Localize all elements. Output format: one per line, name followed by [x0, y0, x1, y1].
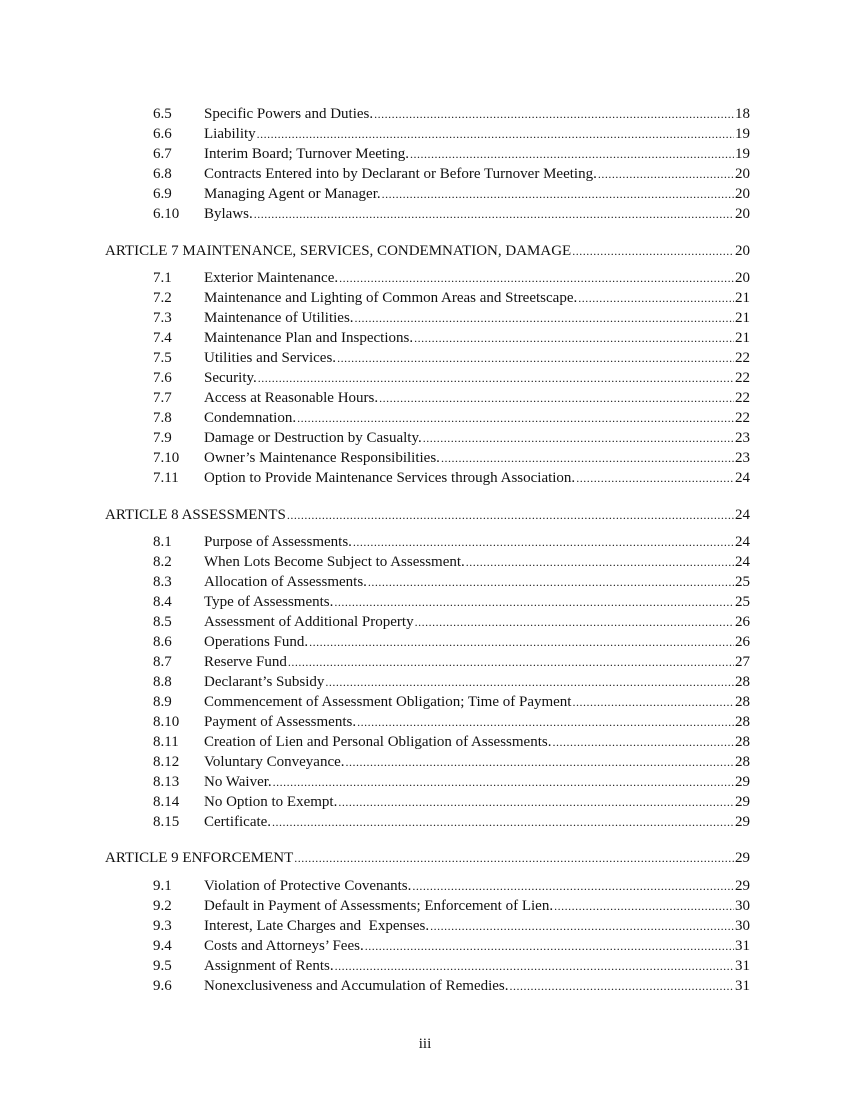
toc-page-number: 28 [735, 734, 750, 750]
toc-dot-leader [346, 752, 734, 772]
toc-page-number: 29 [735, 774, 750, 790]
toc-section-title: Type of Assessments. [204, 594, 334, 610]
toc-section-number: 8.7 [153, 654, 172, 670]
toc-section-title: Access at Reasonable Hours. [204, 390, 379, 406]
toc-section-title: Reserve Fund [204, 654, 287, 670]
toc-section-title: Violation of Protective Covenants. [204, 878, 412, 894]
toc-page-number: 28 [735, 674, 750, 690]
toc-page-number: 20 [735, 206, 750, 222]
toc-entry-6-7 [153, 144, 750, 164]
toc-section-title: Allocation of Assessments. [204, 574, 367, 590]
toc-section-number: 6.6 [153, 126, 172, 142]
toc-dot-leader [578, 288, 734, 308]
toc-dot-leader [353, 532, 734, 552]
toc-section-number: 8.4 [153, 594, 172, 610]
toc-entry-7-2 [153, 288, 750, 308]
toc-section-number: 7.9 [153, 430, 172, 446]
toc-section-number: 6.5 [153, 106, 172, 122]
toc-section-title: Commencement of Assessment Obligation; Time of Payment [204, 694, 572, 710]
toc-section-title: Option to Provide Maintenance Services through Association. [204, 470, 576, 486]
toc-section-title: Operations Fund. [204, 634, 309, 650]
toc-page-number: 25 [735, 594, 750, 610]
toc-page-number: 22 [735, 410, 750, 426]
toc-section-number: 9.4 [153, 938, 172, 954]
toc-section-number: 8.11 [153, 734, 179, 750]
toc-entry-9-2 [153, 896, 750, 916]
toc-dot-leader [338, 792, 734, 812]
toc-section-title: Bylaws. [204, 206, 253, 222]
toc-page-number: 30 [735, 898, 750, 914]
toc-page-number: 24 [735, 507, 750, 523]
toc-section-title: Owner’s Maintenance Responsibilities. [204, 450, 440, 466]
toc-section-number: 7.10 [153, 450, 180, 466]
toc-dot-leader [254, 204, 734, 224]
toc-page-number: 26 [735, 614, 750, 630]
toc-entry-9-3 [153, 916, 750, 936]
toc-section-number: 9.1 [153, 878, 172, 894]
toc-section-title: Purpose of Assessments. [204, 534, 352, 550]
toc-section-number: 7.3 [153, 310, 172, 326]
toc-entry-7-4 [153, 328, 750, 348]
toc-page-number: 24 [735, 534, 750, 550]
toc-page-number: 25 [735, 574, 750, 590]
toc-entry-8-4 [153, 592, 750, 612]
toc-entry-8-13 [153, 772, 750, 792]
page-number-footer: iii [418, 1036, 432, 1052]
toc-section-title: Creation of Lien and Personal Obligation of Assessments. [204, 734, 552, 750]
toc-dot-leader [297, 408, 734, 428]
toc-page-number: 20 [735, 166, 750, 182]
toc-page-number: 28 [735, 694, 750, 710]
toc-article-title: ARTICLE 8 ASSESSMENTS [105, 507, 286, 523]
toc-dot-leader [335, 956, 734, 976]
toc-dot-leader [441, 448, 734, 468]
toc-section-number: 7.4 [153, 330, 172, 346]
toc-dot-leader [423, 428, 734, 448]
toc-entry-7-10 [153, 448, 750, 468]
toc-section-title: Security. [204, 370, 257, 386]
toc-page-number: 23 [735, 430, 750, 446]
toc-section-number: 9.2 [153, 898, 172, 914]
toc-dot-leader [257, 124, 734, 144]
toc-page-number: 18 [735, 106, 750, 122]
toc-entry-8-1 [153, 532, 750, 552]
toc-entry-8-11 [153, 732, 750, 752]
toc-page-number: 21 [735, 290, 750, 306]
toc-section-number: 6.9 [153, 186, 172, 202]
toc-section-number: 8.13 [153, 774, 180, 790]
toc-entry-8-2 [153, 552, 750, 572]
toc-section-number: 6.10 [153, 206, 180, 222]
toc-section-number: 8.12 [153, 754, 180, 770]
toc-section-title: Damage or Destruction by Casualty. [204, 430, 422, 446]
toc-entry-9-5 [153, 956, 750, 976]
toc-section-number: 6.8 [153, 166, 172, 182]
toc-section-number: 8.8 [153, 674, 172, 690]
toc-dot-leader [258, 368, 734, 388]
toc-entry-7-11 [153, 468, 750, 488]
toc-dot-leader [294, 848, 734, 868]
toc-section-number: 8.9 [153, 694, 172, 710]
toc-dot-leader [572, 241, 734, 261]
toc-section-title: Interim Board; Turnover Meeting. [204, 146, 409, 162]
toc-section-title: Voluntary Conveyance. [204, 754, 345, 770]
toc-dot-leader [337, 348, 734, 368]
toc-section-title: Specific Powers and Duties. [204, 106, 374, 122]
toc-entry-7-6 [153, 368, 750, 388]
toc-dot-leader [355, 308, 734, 328]
toc-section-title: Nonexclusiveness and Accumulation of Remedies. [204, 978, 509, 994]
toc-page-number: 31 [735, 938, 750, 954]
toc-page-number: 24 [735, 554, 750, 570]
toc-entry-6-6 [153, 124, 750, 144]
toc-section-title: Maintenance of Utilities. [204, 310, 354, 326]
toc-section-title: Contracts Entered into by Declarant or Before Turnover Meeting. [204, 166, 597, 182]
toc-section-number: 7.8 [153, 410, 172, 426]
toc-section-number: 7.11 [153, 470, 179, 486]
toc-dot-leader [374, 104, 734, 124]
toc-section-title: Maintenance Plan and Inspections. [204, 330, 414, 346]
toc-dot-leader [272, 812, 734, 832]
toc-dot-leader [598, 164, 734, 184]
toc-page-number: 29 [735, 794, 750, 810]
toc-page-number: 29 [735, 878, 750, 894]
toc-dot-leader [339, 268, 734, 288]
toc-page-number: 20 [735, 186, 750, 202]
toc-dot-leader [357, 712, 734, 732]
toc-entry-8-10 [153, 712, 750, 732]
toc-dot-leader [410, 144, 734, 164]
toc-section-number: 7.5 [153, 350, 172, 366]
toc-entry-7-3 [153, 308, 750, 328]
toc-page-number: 28 [735, 714, 750, 730]
toc-page-number: 31 [735, 958, 750, 974]
toc-section-number: 7.6 [153, 370, 172, 386]
toc-page-number: 29 [735, 850, 750, 866]
toc-article-9 [105, 848, 750, 868]
toc-section-number: 8.1 [153, 534, 172, 550]
toc-dot-leader [273, 772, 734, 792]
toc-page-number: 29 [735, 814, 750, 830]
toc-section-number: 8.2 [153, 554, 172, 570]
toc-page-number: 28 [735, 754, 750, 770]
toc-dot-leader [309, 632, 734, 652]
toc-entry-9-6 [153, 976, 750, 996]
toc-page-number: 21 [735, 310, 750, 326]
toc-page-number: 30 [735, 918, 750, 934]
toc-section-title: Default in Payment of Assessments; Enforcement of Lien. [204, 898, 554, 914]
toc-entry-6-10 [153, 204, 750, 224]
toc-dot-leader [365, 936, 734, 956]
toc-page-number: 22 [735, 370, 750, 386]
toc-section-title: Assessment of Additional Property [204, 614, 414, 630]
toc-section-number: 7.2 [153, 290, 172, 306]
toc-section-title: Utilities and Services. [204, 350, 337, 366]
toc-dot-leader [325, 672, 734, 692]
toc-dot-leader [412, 876, 734, 896]
toc-section-number: 8.10 [153, 714, 180, 730]
toc-page-number: 22 [735, 390, 750, 406]
toc-dot-leader [414, 328, 734, 348]
toc-dot-leader [430, 916, 734, 936]
toc-entry-7-5 [153, 348, 750, 368]
toc-section-number: 7.7 [153, 390, 172, 406]
toc-entry-8-9 [153, 692, 750, 712]
toc-dot-leader [552, 732, 734, 752]
toc-page-number: 22 [735, 350, 750, 366]
toc-page-number: 20 [735, 270, 750, 286]
toc-section-number: 8.14 [153, 794, 180, 810]
toc-section-title: Assignment of Rents. [204, 958, 334, 974]
toc-dot-leader [572, 692, 734, 712]
toc-entry-8-6 [153, 632, 750, 652]
toc-dot-leader [368, 572, 734, 592]
toc-page-number: 19 [735, 126, 750, 142]
toc-article-title: ARTICLE 9 ENFORCEMENT [105, 850, 294, 866]
toc-section-title: Maintenance and Lighting of Common Areas and Streetscape. [204, 290, 578, 306]
toc-dot-leader [288, 652, 734, 672]
toc-section-title: Managing Agent or Manager. [204, 186, 381, 202]
toc-dot-leader [554, 896, 734, 916]
toc-page-number: 26 [735, 634, 750, 650]
toc-entry-6-8 [153, 164, 750, 184]
toc-section-title: When Lots Become Subject to Assessment. [204, 554, 465, 570]
toc-dot-leader [576, 468, 734, 488]
toc-section-number: 7.1 [153, 270, 172, 286]
toc-section-title: No Option to Exempt. [204, 794, 338, 810]
toc-dot-leader [334, 592, 734, 612]
toc-section-number: 8.6 [153, 634, 172, 650]
toc-dot-leader [379, 388, 734, 408]
toc-page-number: 20 [735, 243, 750, 259]
toc-dot-leader [287, 505, 734, 525]
toc-section-title: Interest, Late Charges and Expenses. [204, 918, 430, 934]
toc-entry-7-9 [153, 428, 750, 448]
toc-page-number: 21 [735, 330, 750, 346]
toc-dot-leader [415, 612, 734, 632]
toc-entry-7-7 [153, 388, 750, 408]
toc-entry-8-12 [153, 752, 750, 772]
toc-section-title: Liability [204, 126, 256, 142]
toc-page-number: 31 [735, 978, 750, 994]
toc-article-7 [105, 241, 750, 261]
toc-section-title: Condemnation. [204, 410, 297, 426]
toc-entry-7-1 [153, 268, 750, 288]
toc-entry-8-5 [153, 612, 750, 632]
toc-section-number: 8.3 [153, 574, 172, 590]
toc-entry-6-9 [153, 184, 750, 204]
toc-entry-8-7 [153, 652, 750, 672]
toc-section-number: 9.6 [153, 978, 172, 994]
toc-dot-leader [510, 976, 734, 996]
toc-section-number: 9.5 [153, 958, 172, 974]
toc-page-number: 23 [735, 450, 750, 466]
toc-entry-7-8 [153, 408, 750, 428]
toc-dot-leader [466, 552, 734, 572]
toc-section-title: Declarant’s Subsidy [204, 674, 325, 690]
toc-section-number: 8.15 [153, 814, 180, 830]
toc-entry-9-4 [153, 936, 750, 956]
toc-page-number: 24 [735, 470, 750, 486]
toc-dot-leader [382, 184, 734, 204]
toc-entry-8-3 [153, 572, 750, 592]
toc-section-number: 6.7 [153, 146, 172, 162]
toc-entry-8-8 [153, 672, 750, 692]
toc-entry-6-5 [153, 104, 750, 124]
toc-article-title: ARTICLE 7 MAINTENANCE, SERVICES, CONDEMNATION, DAMAGE [105, 243, 572, 259]
toc-section-number: 8.5 [153, 614, 172, 630]
toc-section-title: Certificate. [204, 814, 272, 830]
toc-section-title: Exterior Maintenance. [204, 270, 339, 286]
toc-section-number: 9.3 [153, 918, 172, 934]
toc-page-number: 19 [735, 146, 750, 162]
toc-section-title: Payment of Assessments. [204, 714, 357, 730]
toc-section-title: No Waiver. [204, 774, 272, 790]
toc-entry-9-1 [153, 876, 750, 896]
toc-section-title: Costs and Attorneys’ Fees. [204, 938, 364, 954]
toc-page-number: 27 [735, 654, 750, 670]
toc-entry-8-15 [153, 812, 750, 832]
toc-entry-8-14 [153, 792, 750, 812]
toc-article-8 [105, 505, 750, 525]
